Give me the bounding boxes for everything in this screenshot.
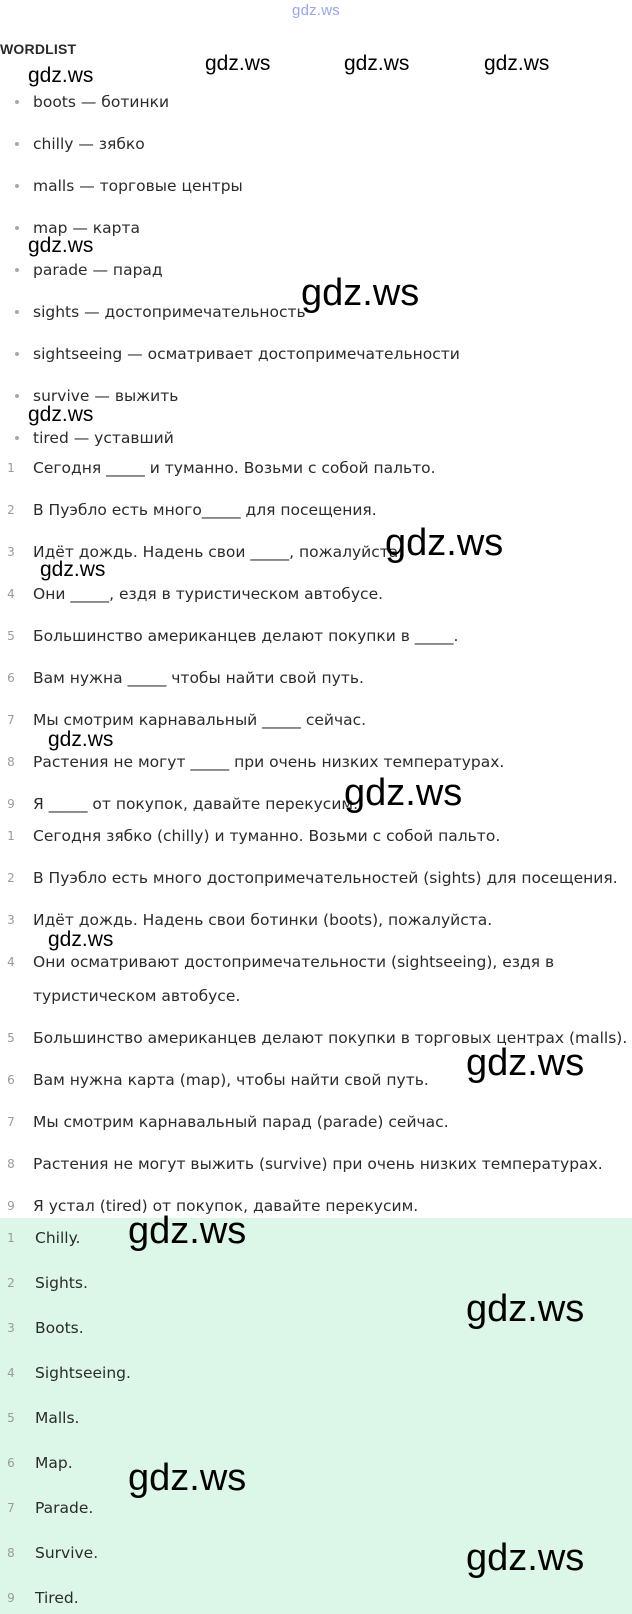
bullet-icon — [15, 100, 19, 104]
watermark: gdz.ws — [344, 52, 410, 75]
item-number: 8 — [7, 1157, 15, 1171]
bullet-icon — [15, 268, 19, 272]
watermark: gdz.ws — [128, 1210, 247, 1252]
item-number: 4 — [7, 587, 15, 601]
item-number: 6 — [7, 671, 15, 685]
item-text: Идёт дождь. Надень свои _____, пожалуйста. — [33, 543, 404, 561]
item-number: 9 — [7, 797, 15, 811]
item-text: Они осматривают достопримечательности (sightseeing), ездя в — [33, 953, 555, 971]
item-text: Survive. — [35, 1544, 99, 1562]
watermark: gdz.ws — [205, 52, 271, 75]
item-number: 7 — [7, 1501, 15, 1515]
bullet-icon — [15, 394, 19, 398]
item-text: survive — выжить — [33, 387, 179, 405]
item-text: Вам нужна _____ чтобы найти свой путь. — [33, 669, 364, 687]
wordlist-heading: WORDLIST — [0, 41, 77, 57]
item-text: Tired. — [35, 1589, 79, 1607]
watermark: gdz.ws — [344, 772, 463, 814]
bullet-icon — [15, 226, 19, 230]
item-text: Они _____, ездя в туристическом автобусе. — [33, 585, 384, 603]
item-text: Вам нужна карта (map), чтобы найти свой путь. — [33, 1071, 429, 1089]
item-text: parade — парад — [33, 261, 163, 279]
item-text: Идёт дождь. Надень свои ботинки (boots), пожалуйста. — [33, 911, 493, 929]
item-text: Большинство американцев делают покупки в _____. — [33, 627, 459, 645]
watermark: gdz.ws — [385, 522, 504, 564]
watermark: gdz.ws — [28, 64, 94, 87]
item-text: Я устал (tired) от покупок, давайте перекусим. — [33, 1197, 419, 1215]
item-text: Растения не могут выжить (survive) при очень низких температурах. — [33, 1155, 603, 1173]
item-text: Растения не могут _____ при очень низких температурах. — [33, 753, 505, 771]
item-number: 5 — [7, 629, 15, 643]
watermark: gdz.ws — [48, 728, 114, 751]
item-number: 6 — [7, 1456, 15, 1470]
watermark: gdz.ws — [484, 52, 550, 75]
item-text: Map. — [35, 1454, 73, 1472]
item-text: Мы смотрим карнавальный _____ сейчас. — [33, 711, 367, 729]
watermark: gdz.ws — [128, 1457, 247, 1499]
site-logo[interactable]: gdz.ws — [292, 2, 340, 19]
item-text: Boots. — [35, 1319, 84, 1337]
watermark: gdz.ws — [466, 1288, 585, 1330]
watermark: gdz.ws — [48, 928, 114, 951]
item-text: Chilly. — [35, 1229, 81, 1247]
bullet-icon — [15, 352, 19, 356]
item-number: 2 — [7, 503, 15, 517]
item-number: 4 — [7, 955, 15, 969]
item-number: 5 — [7, 1411, 15, 1425]
watermark: gdz.ws — [28, 234, 94, 257]
item-text: Parade. — [35, 1499, 94, 1517]
item-number: 2 — [7, 1276, 15, 1290]
item-text: Большинство американцев делают покупки в торговых центрах (malls). — [33, 1029, 628, 1047]
item-text: tired — уставший — [33, 429, 174, 447]
bullet-icon — [15, 142, 19, 146]
item-text: chilly — зябко — [33, 135, 145, 153]
bullet-icon — [15, 436, 19, 440]
item-number: 7 — [7, 713, 15, 727]
item-text: malls — торговые центры — [33, 177, 243, 195]
item-number: 9 — [7, 1199, 15, 1213]
item-number: 7 — [7, 1115, 15, 1129]
item-number: 2 — [7, 871, 15, 885]
watermark: gdz.ws — [466, 1537, 585, 1579]
item-text: туристическом автобусе. — [33, 987, 241, 1005]
item-number: 8 — [7, 755, 15, 769]
item-text: В Пуэбло есть много_____ для посещения. — [33, 501, 377, 519]
item-text: Malls. — [35, 1409, 80, 1427]
item-number: 1 — [7, 829, 15, 843]
item-number: 3 — [7, 1321, 15, 1335]
item-number: 3 — [7, 913, 15, 927]
item-number: 4 — [7, 1366, 15, 1380]
watermark: gdz.ws — [466, 1042, 585, 1084]
watermark: gdz.ws — [40, 558, 106, 581]
item-text: map — карта — [33, 219, 141, 237]
item-text: Сегодня зябко (chilly) и туманно. Возьми с собой пальто. — [33, 827, 501, 845]
item-number: 6 — [7, 1073, 15, 1087]
item-text: sights — достопримечательность — [33, 303, 306, 321]
item-text: Сегодня _____ и туманно. Возьми с собой пальто. — [33, 459, 436, 477]
item-number: 9 — [7, 1591, 15, 1605]
item-text: В Пуэбло есть много достопримечательностей (sights) для посещения. — [33, 869, 618, 887]
item-text: Sights. — [35, 1274, 88, 1292]
item-number: 8 — [7, 1546, 15, 1560]
item-number: 3 — [7, 545, 15, 559]
item-text: boots — ботинки — [33, 93, 170, 111]
bullet-icon — [15, 310, 19, 314]
watermark: gdz.ws — [301, 272, 420, 314]
item-text: sightseeing — осматривает достопримечательности — [33, 345, 460, 363]
item-text: Sightseeing. — [35, 1364, 131, 1382]
item-number: 5 — [7, 1031, 15, 1045]
item-text: Я _____ от покупок, давайте перекусим. — [33, 795, 359, 813]
item-text: Мы смотрим карнавальный парад (parade) сейчас. — [33, 1113, 449, 1131]
item-number: 1 — [7, 1231, 15, 1245]
watermark: gdz.ws — [28, 403, 94, 426]
item-number: 1 — [7, 461, 15, 475]
bullet-icon — [15, 184, 19, 188]
